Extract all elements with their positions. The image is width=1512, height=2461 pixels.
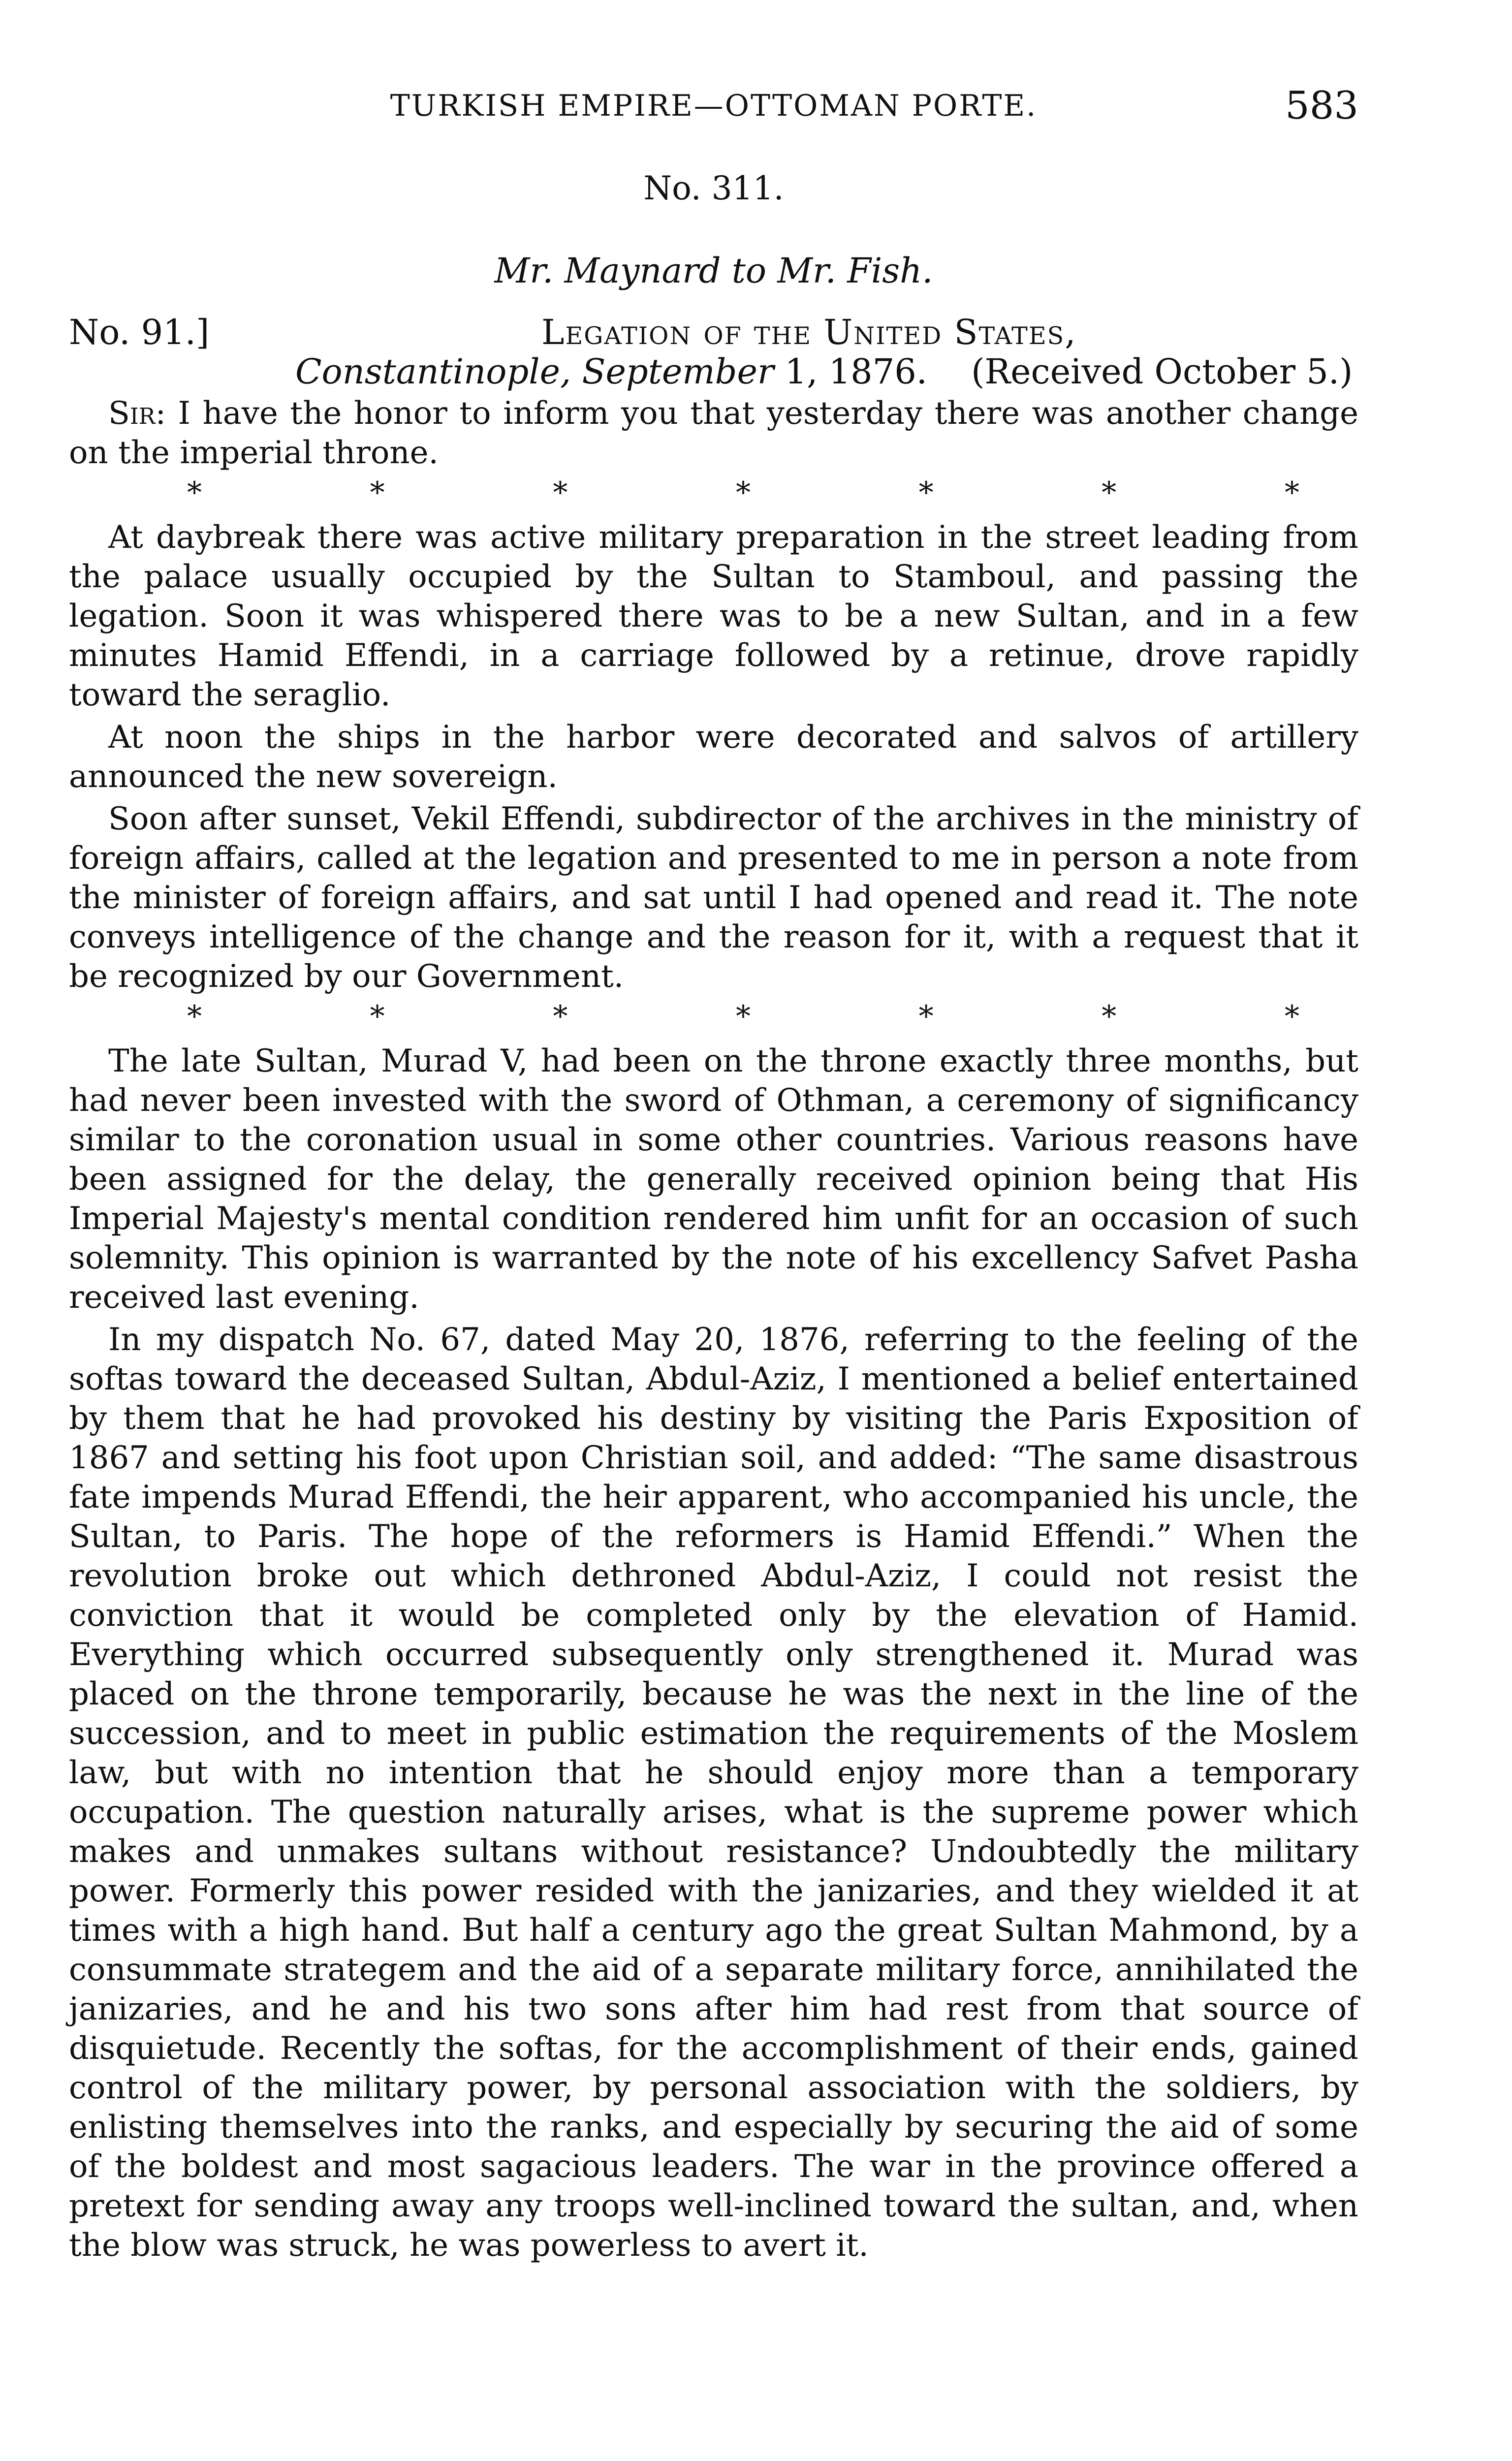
paragraph-2: At daybreak there was active military preparation in the street leading from the palace usually occupied by the Sultan to Stamboul, and passing the legation. Soon it was whispered there was to be a new Sultan, and in a few minutes Hamid Effendi, in a carriage followed by a retinue, drove rapidly toward the seraglio. bbox=[69, 519, 1358, 713]
paragraph-3: At noon the ships in the harbor were decorated and salvos of artillery announced the new sovereign. bbox=[69, 719, 1358, 795]
letter-body bbox=[69, 394, 1358, 2268]
page-number: 583 bbox=[1285, 84, 1358, 128]
star: * bbox=[370, 999, 385, 1034]
star: * bbox=[553, 999, 568, 1034]
paragraph-4: Soon after sunset, Vekil Effendi, subdirector of the archives in the ministry of foreign affairs, called at the legation and presented to me in person a note from the minister of foreign affairs, and sat until I had opened and read it. The note conveys intelligence of the change and the reason for it, with a request that it be recognized by our Government. bbox=[69, 801, 1358, 995]
dateline-place: Constantinople, September bbox=[295, 351, 774, 392]
star: * bbox=[370, 475, 385, 510]
running-header bbox=[69, 84, 1358, 128]
running-title: TURKISH EMPIRE—OTTOMAN PORTE. bbox=[390, 89, 1038, 123]
star: * bbox=[187, 475, 202, 510]
dateline bbox=[295, 347, 1353, 396]
salutation: Sir: bbox=[108, 395, 166, 432]
star: * bbox=[735, 475, 751, 510]
star: * bbox=[553, 475, 568, 510]
sender-line: Legation of the United States, bbox=[541, 312, 1077, 352]
star: * bbox=[735, 999, 751, 1034]
paragraph-6: In my dispatch No. 67, dated May 20, 1876, referring to the feeling of the softas toward the deceased Sultan, Abdul-Aziz, I mentioned a belief entertained by them that he had provoked his destiny by visiting the Paris Exposition of 1867 and setting his foot upon Christian soil, and added: “The same disastrous fate impends Murad Effendi, the heir apparent, who accompanied his uncle, the Sultan, to Paris. The hope of the reformers is Hamid Effendi.” When the revolution broke out which dethroned Abdul-Aziz, I could not resist the conviction that it would be completed only by the elevation of Hamid. Everything which occurred subsequently only strengthened it. Murad was placed on the throne temporarily, because he was the next in the line of the succession, and to meet in public estimation the requirements of the Moslem law, but with no intention that he should enjoy more than a temporary occupation. The question naturally arises, what is the supreme power which makes and unmakes sultans without resistance? Undoubtedly the military power. Formerly this power resided with the janizaries, and they wielded it at times with a high hand. But half a century ago the great Sultan Mahmond, by a consummate strategem and the aid of a separate military force, annihilated the janizaries, and he and his two sons after him had rest from that source of disquietude. Recently the softas, for the accomplishment of their ends, gained control of the military power, by personal association with the soldiers, by enlisting themselves into the ranks, and especially by securing the aid of some of the boldest and most sagacious leaders. The war in the province offered a pretext for sending away any troops well-inclined toward the sultan, and, when the blow was struck, he was powerless to avert it. bbox=[69, 1322, 1358, 2264]
received-note: (Received October 5.) bbox=[971, 351, 1353, 392]
dateline-date: 1, 1876. bbox=[785, 351, 928, 392]
star: * bbox=[1102, 475, 1117, 510]
star: * bbox=[1102, 999, 1117, 1034]
despatch-number: No. 91.] bbox=[69, 312, 210, 352]
star: * bbox=[918, 999, 934, 1034]
ellipsis-stars-1 bbox=[69, 475, 1358, 510]
star: * bbox=[918, 475, 934, 510]
document-number: No. 311. bbox=[643, 169, 784, 207]
paragraph-1 bbox=[69, 394, 1358, 473]
star: * bbox=[187, 999, 202, 1034]
correspondents-heading: Mr. Maynard to Mr. Fish. bbox=[494, 251, 933, 291]
paragraph-1-text: I have the honor to inform you that yesterday there was another change on the imperial throne. bbox=[69, 395, 1359, 471]
star: * bbox=[1284, 475, 1299, 510]
paragraph-5: The late Sultan, Murad V, had been on the throne exactly three months, but had never been invested with the sword of Othman, a ceremony of significancy similar to the coronation usual in some other countries. Various reasons have been assigned for the delay, the generally received opinion being that His Imperial Majesty's mental condition rendered him unfit for an occasion of such solemnity. This opinion is warranted by the note of his excellency Safvet Pasha received last evening. bbox=[69, 1043, 1358, 1316]
star: * bbox=[1284, 999, 1299, 1034]
ellipsis-stars-2 bbox=[69, 999, 1358, 1034]
